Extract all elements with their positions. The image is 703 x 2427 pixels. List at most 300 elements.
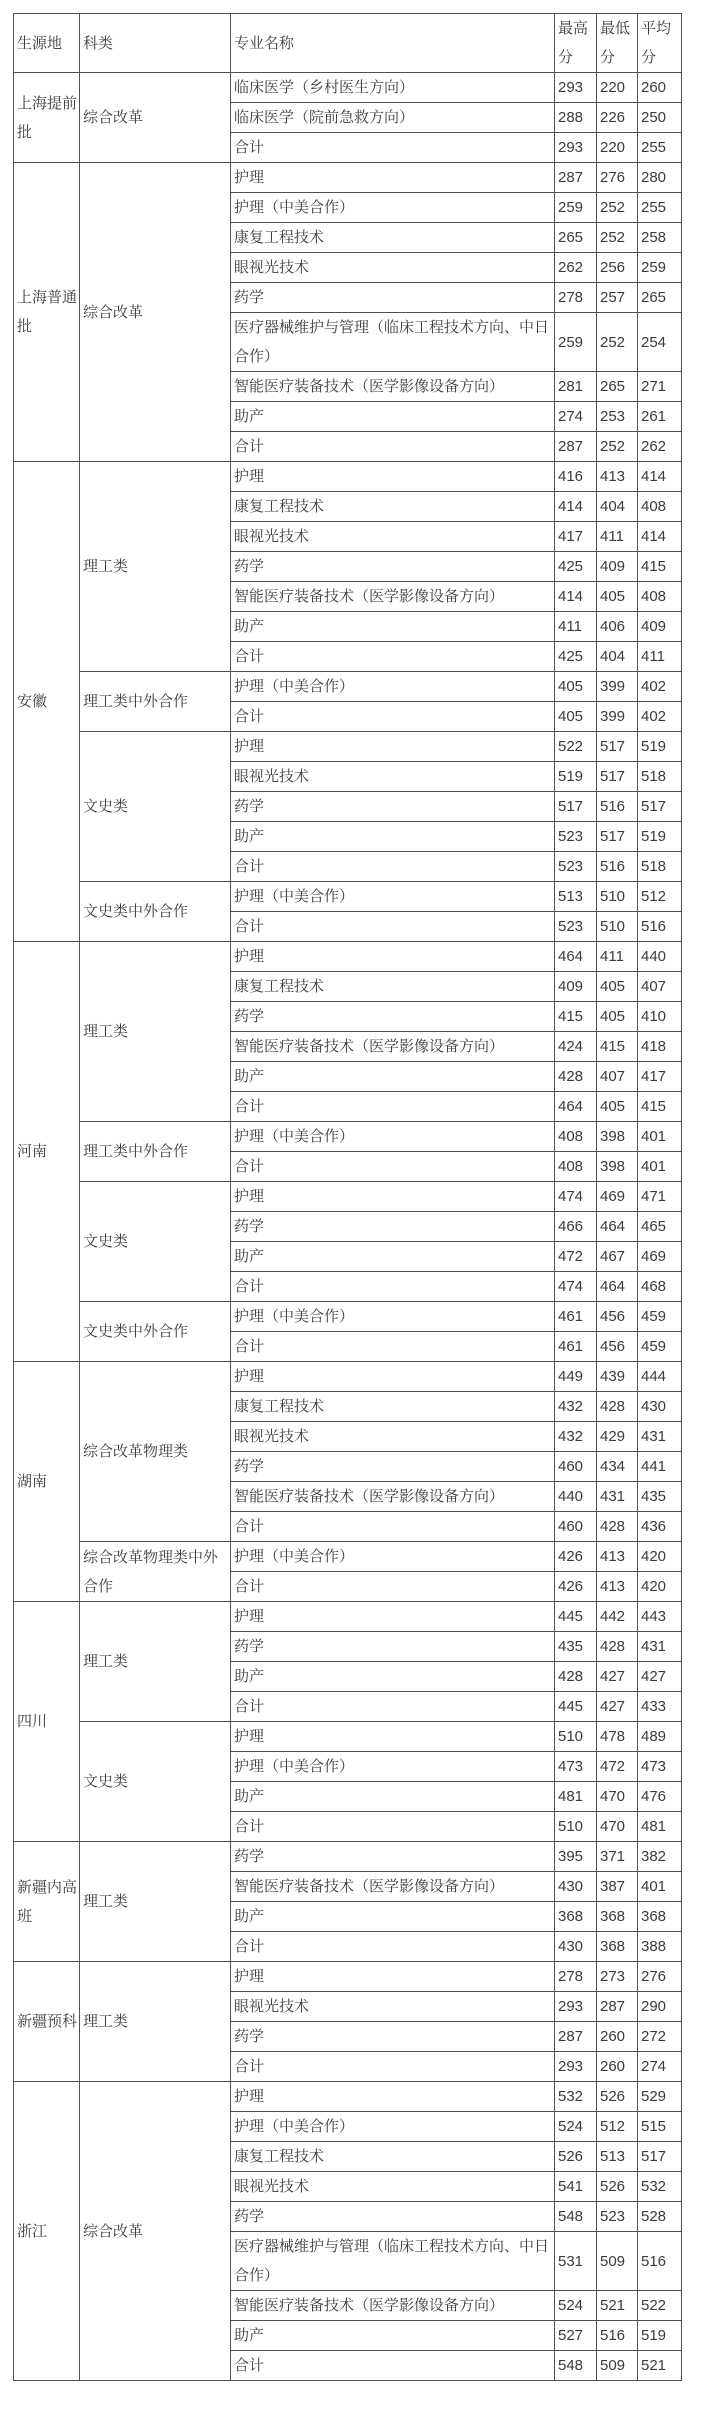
major-cell: 合计 (231, 1092, 555, 1122)
max-score-cell: 411 (555, 612, 597, 642)
table-row (14, 1362, 682, 1392)
min-score-cell: 405 (597, 1002, 638, 1032)
min-score-cell: 260 (597, 2052, 638, 2082)
min-score-cell: 273 (597, 1962, 638, 1992)
min-score-cell: 516 (597, 2321, 638, 2351)
avg-score-cell: 420 (638, 1572, 682, 1602)
max-score-cell: 414 (555, 582, 597, 612)
min-score-cell: 409 (597, 552, 638, 582)
max-score-cell: 274 (555, 402, 597, 432)
major-cell: 助产 (231, 1782, 555, 1812)
category-cell: 理工类 (80, 1962, 231, 2082)
avg-score-cell: 255 (638, 193, 682, 223)
major-cell: 护理 (231, 1362, 555, 1392)
category-cell: 理工类中外合作 (80, 672, 231, 732)
origin-cell: 河南 (14, 942, 80, 1362)
avg-score-cell: 402 (638, 672, 682, 702)
category-cell: 综合改革 (80, 73, 231, 163)
max-score-cell: 428 (555, 1662, 597, 1692)
min-score-cell: 276 (597, 163, 638, 193)
min-score-cell: 523 (597, 2202, 638, 2232)
max-score-cell: 523 (555, 822, 597, 852)
major-cell: 合计 (231, 912, 555, 942)
major-cell: 护理 (231, 1722, 555, 1752)
min-score-cell: 456 (597, 1302, 638, 1332)
table-row (14, 73, 682, 103)
min-score-cell: 411 (597, 942, 638, 972)
min-score-cell: 429 (597, 1422, 638, 1452)
min-score-cell: 368 (597, 1902, 638, 1932)
min-score-cell: 470 (597, 1812, 638, 1842)
max-score-cell: 417 (555, 522, 597, 552)
min-score-cell: 428 (597, 1392, 638, 1422)
max-score-cell: 519 (555, 762, 597, 792)
max-score-cell: 259 (555, 313, 597, 372)
min-score-cell: 456 (597, 1332, 638, 1362)
avg-score-cell: 417 (638, 1062, 682, 1092)
table-row (14, 1842, 682, 1872)
major-cell: 临床医学（乡村医生方向） (231, 73, 555, 103)
max-score-cell: 415 (555, 1002, 597, 1032)
major-cell: 药学 (231, 1452, 555, 1482)
max-score-cell: 278 (555, 1962, 597, 1992)
max-score-cell: 460 (555, 1452, 597, 1482)
avg-score-cell: 255 (638, 133, 682, 163)
major-cell: 护理 (231, 1962, 555, 1992)
avg-score-cell: 265 (638, 283, 682, 313)
max-score-cell: 293 (555, 2052, 597, 2082)
avg-score-cell: 473 (638, 1752, 682, 1782)
avg-score-cell: 430 (638, 1392, 682, 1422)
avg-score-cell: 436 (638, 1512, 682, 1542)
major-cell: 眼视光技术 (231, 762, 555, 792)
max-score-cell: 449 (555, 1362, 597, 1392)
max-score-cell: 424 (555, 1032, 597, 1062)
min-score-cell: 405 (597, 1092, 638, 1122)
max-score-cell: 523 (555, 912, 597, 942)
max-score-cell: 524 (555, 2112, 597, 2142)
min-score-cell: 398 (597, 1122, 638, 1152)
header-category: 科类 (80, 14, 231, 73)
origin-cell: 新疆预科 (14, 1962, 80, 2082)
avg-score-cell: 415 (638, 552, 682, 582)
major-cell: 康复工程技术 (231, 972, 555, 1002)
max-score-cell: 472 (555, 1242, 597, 1272)
min-score-cell: 404 (597, 492, 638, 522)
avg-score-cell: 443 (638, 1602, 682, 1632)
major-cell: 药学 (231, 283, 555, 313)
min-score-cell: 220 (597, 73, 638, 103)
major-cell: 护理（中美合作） (231, 1302, 555, 1332)
min-score-cell: 260 (597, 2022, 638, 2052)
min-score-cell: 470 (597, 1782, 638, 1812)
avg-score-cell: 489 (638, 1722, 682, 1752)
min-score-cell: 252 (597, 432, 638, 462)
min-score-cell: 428 (597, 1512, 638, 1542)
min-score-cell: 526 (597, 2172, 638, 2202)
max-score-cell: 428 (555, 1062, 597, 1092)
avg-score-cell: 518 (638, 852, 682, 882)
avg-score-cell: 518 (638, 762, 682, 792)
major-cell: 护理（中美合作） (231, 1122, 555, 1152)
min-score-cell: 510 (597, 882, 638, 912)
min-score-cell: 252 (597, 193, 638, 223)
max-score-cell: 474 (555, 1272, 597, 1302)
min-score-cell: 517 (597, 732, 638, 762)
max-score-cell: 432 (555, 1392, 597, 1422)
major-cell: 药学 (231, 1632, 555, 1662)
max-score-cell: 510 (555, 1722, 597, 1752)
max-score-cell: 541 (555, 2172, 597, 2202)
category-cell: 文史类中外合作 (80, 882, 231, 942)
max-score-cell: 460 (555, 1512, 597, 1542)
major-cell: 智能医疗装备技术（医学影像设备方向） (231, 1032, 555, 1062)
major-cell: 护理（中美合作） (231, 1542, 555, 1572)
min-score-cell: 434 (597, 1452, 638, 1482)
avg-score-cell: 401 (638, 1122, 682, 1152)
major-cell: 药学 (231, 1212, 555, 1242)
min-score-cell: 427 (597, 1662, 638, 1692)
major-cell: 合计 (231, 1512, 555, 1542)
max-score-cell: 430 (555, 1932, 597, 1962)
major-cell: 合计 (231, 133, 555, 163)
min-score-cell: 431 (597, 1482, 638, 1512)
major-cell: 智能医疗装备技术（医学影像设备方向） (231, 1482, 555, 1512)
min-score-cell: 404 (597, 642, 638, 672)
min-score-cell: 220 (597, 133, 638, 163)
max-score-cell: 513 (555, 882, 597, 912)
max-score-cell: 527 (555, 2321, 597, 2351)
avg-score-cell: 465 (638, 1212, 682, 1242)
origin-cell: 湖南 (14, 1362, 80, 1602)
major-cell: 助产 (231, 1062, 555, 1092)
major-cell: 智能医疗装备技术（医学影像设备方向） (231, 372, 555, 402)
min-score-cell: 415 (597, 1032, 638, 1062)
major-cell: 护理 (231, 1602, 555, 1632)
max-score-cell: 293 (555, 133, 597, 163)
avg-score-cell: 409 (638, 612, 682, 642)
max-score-cell: 461 (555, 1332, 597, 1362)
max-score-cell: 481 (555, 1782, 597, 1812)
major-cell: 康复工程技术 (231, 492, 555, 522)
category-cell: 理工类中外合作 (80, 1122, 231, 1182)
origin-cell: 浙江 (14, 2082, 80, 2381)
avg-score-cell: 258 (638, 223, 682, 253)
avg-score-cell: 519 (638, 732, 682, 762)
max-score-cell: 408 (555, 1122, 597, 1152)
min-score-cell: 406 (597, 612, 638, 642)
min-score-cell: 413 (597, 462, 638, 492)
table-row (14, 732, 682, 762)
avg-score-cell: 515 (638, 2112, 682, 2142)
avg-score-cell: 414 (638, 522, 682, 552)
avg-score-cell: 368 (638, 1902, 682, 1932)
avg-score-cell: 516 (638, 2232, 682, 2291)
major-cell: 合计 (231, 1332, 555, 1362)
avg-score-cell: 280 (638, 163, 682, 193)
major-cell: 合计 (231, 432, 555, 462)
max-score-cell: 287 (555, 432, 597, 462)
major-cell: 眼视光技术 (231, 1422, 555, 1452)
avg-score-cell: 382 (638, 1842, 682, 1872)
avg-score-cell: 517 (638, 2142, 682, 2172)
min-score-cell: 411 (597, 522, 638, 552)
avg-score-cell: 529 (638, 2082, 682, 2112)
max-score-cell: 426 (555, 1542, 597, 1572)
table-row (14, 1122, 682, 1152)
max-score-cell: 435 (555, 1632, 597, 1662)
min-score-cell: 526 (597, 2082, 638, 2112)
table-row (14, 1542, 682, 1572)
major-cell: 医疗器械维护与管理（临床工程技术方向、中日合作） (231, 2232, 555, 2291)
major-cell: 智能医疗装备技术（医学影像设备方向） (231, 1872, 555, 1902)
max-score-cell: 440 (555, 1482, 597, 1512)
max-score-cell: 473 (555, 1752, 597, 1782)
table-row (14, 1722, 682, 1752)
avg-score-cell: 401 (638, 1152, 682, 1182)
max-score-cell: 510 (555, 1812, 597, 1842)
category-cell: 文史类 (80, 1722, 231, 1842)
min-score-cell: 442 (597, 1602, 638, 1632)
max-score-cell: 445 (555, 1692, 597, 1722)
avg-score-cell: 521 (638, 2351, 682, 2381)
table-row (14, 882, 682, 912)
major-cell: 医疗器械维护与管理（临床工程技术方向、中日合作） (231, 313, 555, 372)
origin-cell: 上海提前批 (14, 73, 80, 163)
major-cell: 助产 (231, 1242, 555, 1272)
major-cell: 护理（中美合作） (231, 2112, 555, 2142)
avg-score-cell: 418 (638, 1032, 682, 1062)
max-score-cell: 262 (555, 253, 597, 283)
avg-score-cell: 459 (638, 1332, 682, 1362)
max-score-cell: 287 (555, 163, 597, 193)
major-cell: 护理（中美合作） (231, 672, 555, 702)
max-score-cell: 408 (555, 1152, 597, 1182)
avg-score-cell: 469 (638, 1242, 682, 1272)
min-score-cell: 407 (597, 1062, 638, 1092)
major-cell: 合计 (231, 1272, 555, 1302)
avg-score-cell: 433 (638, 1692, 682, 1722)
avg-score-cell: 528 (638, 2202, 682, 2232)
max-score-cell: 524 (555, 2291, 597, 2321)
max-score-cell: 288 (555, 103, 597, 133)
avg-score-cell: 522 (638, 2291, 682, 2321)
category-cell: 理工类 (80, 462, 231, 672)
avg-score-cell: 407 (638, 972, 682, 1002)
table-row (14, 1182, 682, 1212)
min-score-cell: 510 (597, 912, 638, 942)
major-cell: 护理 (231, 942, 555, 972)
max-score-cell: 409 (555, 972, 597, 1002)
avg-score-cell: 414 (638, 462, 682, 492)
avg-score-cell: 290 (638, 1992, 682, 2022)
major-cell: 智能医疗装备技术（医学影像设备方向） (231, 582, 555, 612)
major-cell: 药学 (231, 1842, 555, 1872)
table-row (14, 1302, 682, 1332)
max-score-cell: 532 (555, 2082, 597, 2112)
major-cell: 眼视光技术 (231, 2172, 555, 2202)
avg-score-cell: 517 (638, 792, 682, 822)
max-score-cell: 526 (555, 2142, 597, 2172)
major-cell: 助产 (231, 1902, 555, 1932)
category-cell: 综合改革物理类 (80, 1362, 231, 1542)
avg-score-cell: 427 (638, 1662, 682, 1692)
major-cell: 护理（中美合作） (231, 1752, 555, 1782)
major-cell: 药学 (231, 552, 555, 582)
max-score-cell: 445 (555, 1602, 597, 1632)
major-cell: 合计 (231, 1692, 555, 1722)
avg-score-cell: 271 (638, 372, 682, 402)
min-score-cell: 513 (597, 2142, 638, 2172)
avg-score-cell: 459 (638, 1302, 682, 1332)
min-score-cell: 512 (597, 2112, 638, 2142)
avg-score-cell: 476 (638, 1782, 682, 1812)
avg-score-cell: 250 (638, 103, 682, 133)
avg-score-cell: 481 (638, 1812, 682, 1842)
min-score-cell: 469 (597, 1182, 638, 1212)
min-score-cell: 509 (597, 2232, 638, 2291)
major-cell: 护理（中美合作） (231, 882, 555, 912)
max-score-cell: 432 (555, 1422, 597, 1452)
major-cell: 合计 (231, 1572, 555, 1602)
major-cell: 药学 (231, 792, 555, 822)
major-cell: 助产 (231, 612, 555, 642)
header-origin: 生源地 (14, 14, 80, 73)
min-score-cell: 387 (597, 1872, 638, 1902)
min-score-cell: 472 (597, 1752, 638, 1782)
avg-score-cell: 440 (638, 942, 682, 972)
major-cell: 护理 (231, 1182, 555, 1212)
header-min-score: 最低分 (597, 14, 638, 73)
min-score-cell: 413 (597, 1542, 638, 1572)
table-row (14, 1962, 682, 1992)
avg-score-cell: 259 (638, 253, 682, 283)
avg-score-cell: 468 (638, 1272, 682, 1302)
major-cell: 合计 (231, 1932, 555, 1962)
major-cell: 合计 (231, 1812, 555, 1842)
avg-score-cell: 276 (638, 1962, 682, 1992)
min-score-cell: 464 (597, 1212, 638, 1242)
max-score-cell: 464 (555, 1092, 597, 1122)
min-score-cell: 509 (597, 2351, 638, 2381)
category-cell: 文史类中外合作 (80, 1302, 231, 1362)
major-cell: 眼视光技术 (231, 253, 555, 283)
min-score-cell: 478 (597, 1722, 638, 1752)
min-score-cell: 464 (597, 1272, 638, 1302)
max-score-cell: 287 (555, 2022, 597, 2052)
min-score-cell: 287 (597, 1992, 638, 2022)
origin-cell: 新疆内高班 (14, 1842, 80, 1962)
category-cell: 文史类 (80, 1182, 231, 1302)
avg-score-cell: 411 (638, 642, 682, 672)
avg-score-cell: 441 (638, 1452, 682, 1482)
avg-score-cell: 532 (638, 2172, 682, 2202)
major-cell: 药学 (231, 2202, 555, 2232)
min-score-cell: 413 (597, 1572, 638, 1602)
min-score-cell: 516 (597, 852, 638, 882)
major-cell: 助产 (231, 2321, 555, 2351)
avg-score-cell: 519 (638, 822, 682, 852)
major-cell: 智能医疗装备技术（医学影像设备方向） (231, 2291, 555, 2321)
max-score-cell: 293 (555, 1992, 597, 2022)
table-row (14, 672, 682, 702)
major-cell: 临床医学（院前急救方向） (231, 103, 555, 133)
min-score-cell: 257 (597, 283, 638, 313)
major-cell: 合计 (231, 2052, 555, 2082)
major-cell: 护理（中美合作） (231, 193, 555, 223)
avg-score-cell: 519 (638, 2321, 682, 2351)
max-score-cell: 425 (555, 552, 597, 582)
max-score-cell: 425 (555, 642, 597, 672)
max-score-cell: 430 (555, 1872, 597, 1902)
min-score-cell: 256 (597, 253, 638, 283)
min-score-cell: 521 (597, 2291, 638, 2321)
min-score-cell: 516 (597, 792, 638, 822)
category-cell: 文史类 (80, 732, 231, 882)
category-cell: 理工类 (80, 1842, 231, 1962)
table-row (14, 462, 682, 492)
category-cell: 综合改革物理类中外合作 (80, 1542, 231, 1602)
major-cell: 助产 (231, 402, 555, 432)
max-score-cell: 464 (555, 942, 597, 972)
min-score-cell: 399 (597, 702, 638, 732)
avg-score-cell: 260 (638, 73, 682, 103)
max-score-cell: 517 (555, 792, 597, 822)
avg-score-cell: 261 (638, 402, 682, 432)
major-cell: 助产 (231, 822, 555, 852)
max-score-cell: 259 (555, 193, 597, 223)
avg-score-cell: 402 (638, 702, 682, 732)
avg-score-cell: 471 (638, 1182, 682, 1212)
avg-score-cell: 388 (638, 1932, 682, 1962)
major-cell: 护理 (231, 732, 555, 762)
table-header (14, 14, 682, 73)
min-score-cell: 252 (597, 223, 638, 253)
avg-score-cell: 444 (638, 1362, 682, 1392)
max-score-cell: 405 (555, 672, 597, 702)
major-cell: 合计 (231, 702, 555, 732)
min-score-cell: 467 (597, 1242, 638, 1272)
max-score-cell: 466 (555, 1212, 597, 1242)
major-cell: 眼视光技术 (231, 522, 555, 552)
avg-score-cell: 254 (638, 313, 682, 372)
max-score-cell: 531 (555, 2232, 597, 2291)
header-row (14, 14, 682, 73)
table-body (14, 73, 682, 2381)
header-major: 专业名称 (231, 14, 555, 73)
avg-score-cell: 408 (638, 492, 682, 522)
min-score-cell: 265 (597, 372, 638, 402)
max-score-cell: 278 (555, 283, 597, 313)
max-score-cell: 416 (555, 462, 597, 492)
min-score-cell: 439 (597, 1362, 638, 1392)
origin-cell: 上海普通批 (14, 163, 80, 462)
max-score-cell: 265 (555, 223, 597, 253)
avg-score-cell: 420 (638, 1542, 682, 1572)
admission-score-table (13, 13, 682, 2381)
min-score-cell: 371 (597, 1842, 638, 1872)
table-row (14, 1602, 682, 1632)
max-score-cell: 548 (555, 2202, 597, 2232)
avg-score-cell: 431 (638, 1632, 682, 1662)
min-score-cell: 368 (597, 1932, 638, 1962)
max-score-cell: 474 (555, 1182, 597, 1212)
avg-score-cell: 401 (638, 1872, 682, 1902)
major-cell: 合计 (231, 642, 555, 672)
major-cell: 护理 (231, 163, 555, 193)
avg-score-cell: 262 (638, 432, 682, 462)
table-row (14, 942, 682, 972)
